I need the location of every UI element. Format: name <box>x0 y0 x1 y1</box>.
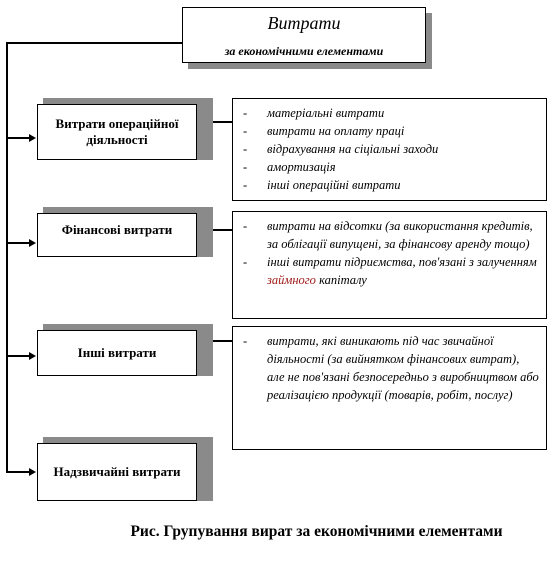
category-extraordinary <box>37 443 197 501</box>
detail-operating-box <box>232 98 547 201</box>
category-financial <box>37 213 197 257</box>
category-other-label: Інші витрати <box>77 345 157 360</box>
header-subtitle: за економічними елементами <box>224 44 384 58</box>
connector-branch-financial <box>6 242 30 244</box>
connector-header-to-spine <box>6 42 182 44</box>
detail-operating-item: - інші операційні витрати <box>243 178 401 192</box>
arrow-operating <box>29 134 36 142</box>
detail-operating-item: - витрати на оплату праці <box>243 124 405 138</box>
arrow-financial <box>29 239 36 247</box>
connector-branch-extraordinary <box>6 471 30 473</box>
detail-financial-item: - витрати на відсотки (за використання кредитів, за облігації випущені, за фінансову аренду тощо) <box>243 219 533 251</box>
highlighted-word: займного <box>267 273 316 287</box>
connector-branch-other <box>6 355 30 357</box>
arrow-extraordinary <box>29 468 36 476</box>
figure-caption: Рис. Групування вират за економічними елементами <box>130 523 503 540</box>
detail-operating-item: - відрахування на сіціальні заходи <box>243 142 439 156</box>
category-financial-label: Фінансові витрати <box>61 222 173 237</box>
detail-operating-item: - амортизація <box>243 160 336 174</box>
category-operating-label: Витрати операційної діяльності <box>55 116 179 147</box>
arrow-other <box>29 352 36 360</box>
category-extraordinary-label: Надзвичайні витрати <box>53 464 181 479</box>
category-other <box>37 330 197 376</box>
detail-other-box <box>232 326 547 450</box>
detail-financial-box <box>232 211 547 319</box>
connector-spine <box>6 42 8 472</box>
connector-branch-operating <box>6 137 30 139</box>
detail-financial-item: - інші витрати підриємства, пов'язані з залученням займного капіталу <box>243 255 537 287</box>
detail-other-item: - витрати, які виникають під час звичайної діяльності (за вийнятком фінансових витрат), але не пов'язані безпосередньо з виробництвом або реалізацією продукції (товарів, робіт, послуг) <box>243 334 539 402</box>
detail-operating-item: - матеріальні витрати <box>243 106 385 120</box>
header-box <box>182 7 426 63</box>
category-operating <box>37 104 197 160</box>
header-title: Витрати <box>267 13 341 33</box>
